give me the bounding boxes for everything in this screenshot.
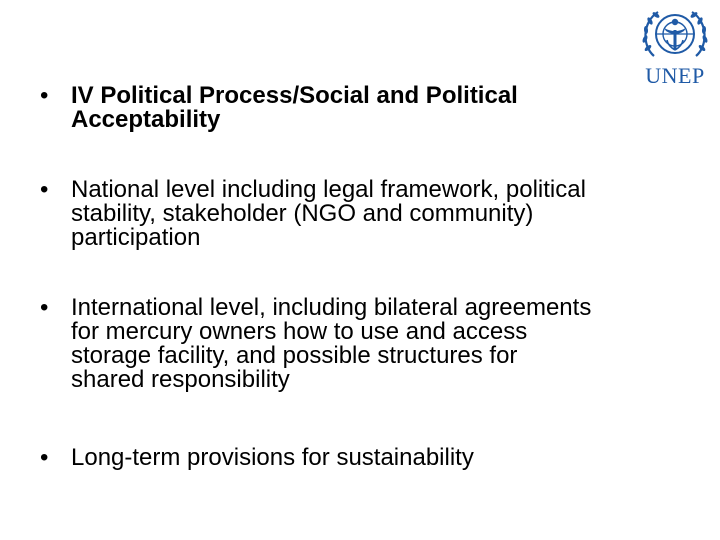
- unep-logo-text: UNEP: [645, 63, 705, 88]
- unep-logo: [634, 4, 716, 92]
- bullet-item: [40, 84, 680, 132]
- bullet-text: Long-term provisions for sustainability: [71, 444, 474, 471]
- bullet-item: [40, 296, 680, 392]
- bullet-marker: •: [40, 444, 49, 471]
- bullet-item: [40, 178, 680, 250]
- un-emblem-icon: [634, 4, 716, 66]
- bullet-text: International level, including bilateral agreements for mercury owners how to use and access storage facility, and possible structures for shared responsibility: [71, 294, 592, 393]
- bullet-text: National level including legal framework, political stability, stakeholder (NGO and community) participation: [71, 176, 586, 251]
- bullet-text: IV Political Process/Social and Political Acceptability: [71, 82, 518, 133]
- bullet-item: [40, 446, 680, 470]
- bullet-marker: •: [40, 176, 49, 203]
- bullet-marker: •: [40, 82, 49, 109]
- bullet-marker: •: [40, 294, 49, 321]
